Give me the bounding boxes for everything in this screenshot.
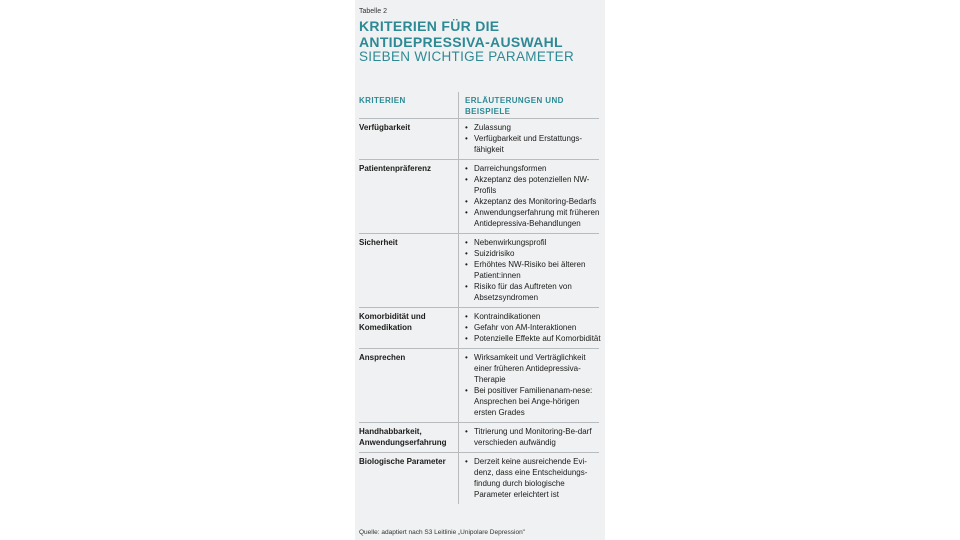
criterion-cell: Biologische Parameter [359,457,446,466]
source-note: Quelle: adaptiert nach S3 Leitlinie „Unipolare Depression" [359,529,525,536]
document-page [355,0,605,540]
criterion-cell: Komorbidität und Komedikation [359,312,426,332]
bullet-item: • Zulassung [465,122,601,133]
criteria-table [359,92,599,504]
header-explanations: ERLÄUTERUNGEN UND BEISPIELE [465,96,564,116]
criterion-cell: Handhabbarkeit, Anwendungserfahrung [359,427,447,447]
explanation-cell [465,311,601,344]
criterion-cell: Ansprechen [359,353,406,362]
table-row [359,234,599,308]
table-row [359,160,599,234]
table-label: Tabelle 2 [359,8,388,15]
criterion-cell: Verfügbarkeit [359,123,411,132]
bullet-item: • Suizidrisiko [465,248,601,259]
explanation-cell [465,163,601,229]
table-body [359,119,599,504]
explanation-cell [465,426,601,448]
criterion-cell: Patientenpräferenz [359,164,432,173]
explanation-cell [465,122,601,155]
table-row [359,349,599,423]
explanation-cell [465,237,601,303]
bullet-item: • Potenzielle Effekte auf Komorbidität [465,333,601,344]
bullet-item: • Akzeptanz des Monitoring-Bedarfs [465,196,601,207]
table-header [359,92,599,119]
explanation-cell [465,352,601,418]
bullet-item: • Wirksamkeit und Verträglichkeit einer früheren Antidepressiva-Therapie [465,352,601,385]
table-subtitle: SIEBEN WICHTIGE PARAMETER [359,49,575,64]
explanation-cell [465,456,601,500]
table-row [359,423,599,453]
table-row [359,308,599,349]
table-row [359,119,599,160]
bullet-item: • Darreichungsformen [465,163,601,174]
bullet-item: • Risiko für das Auftreten von Absetzsyndromen [465,281,601,303]
bullet-item: • Derzeit keine ausreichende Evi-denz, dass eine Entscheidungs-findung durch biologische Parameter erleichtert ist [465,456,601,500]
table-title: KRITERIEN FÜR DIE ANTIDEPRESSIVA-AUSWAHL [359,18,563,50]
bullet-item: • Kontraindikationen [465,311,601,322]
column-divider [458,92,459,504]
bullet-item: • Gefahr von AM-Interaktionen [465,322,601,333]
table-row [359,453,599,504]
bullet-item: • Titrierung und Monitoring-Be-darf verschieden aufwändig [465,426,601,448]
bullet-item: • Erhöhtes NW-Risiko bei älteren Patient:innen [465,259,601,281]
bullet-item: • Nebenwirkungsprofil [465,237,601,248]
bullet-item: • Bei positiver Familienanam-nese: Ansprechen bei Ange-hörigen ersten Grades [465,385,601,418]
bullet-item: • Anwendungserfahrung mit früheren Antidepressiva-Behandlungen [465,207,601,229]
bullet-item: • Verfügbarkeit und Erstattungs-fähigkeit [465,133,601,155]
bullet-item: • Akzeptanz des potenziellen NW-Profils [465,174,601,196]
criterion-cell: Sicherheit [359,238,398,247]
header-criteria: KRITERIEN [359,96,406,105]
